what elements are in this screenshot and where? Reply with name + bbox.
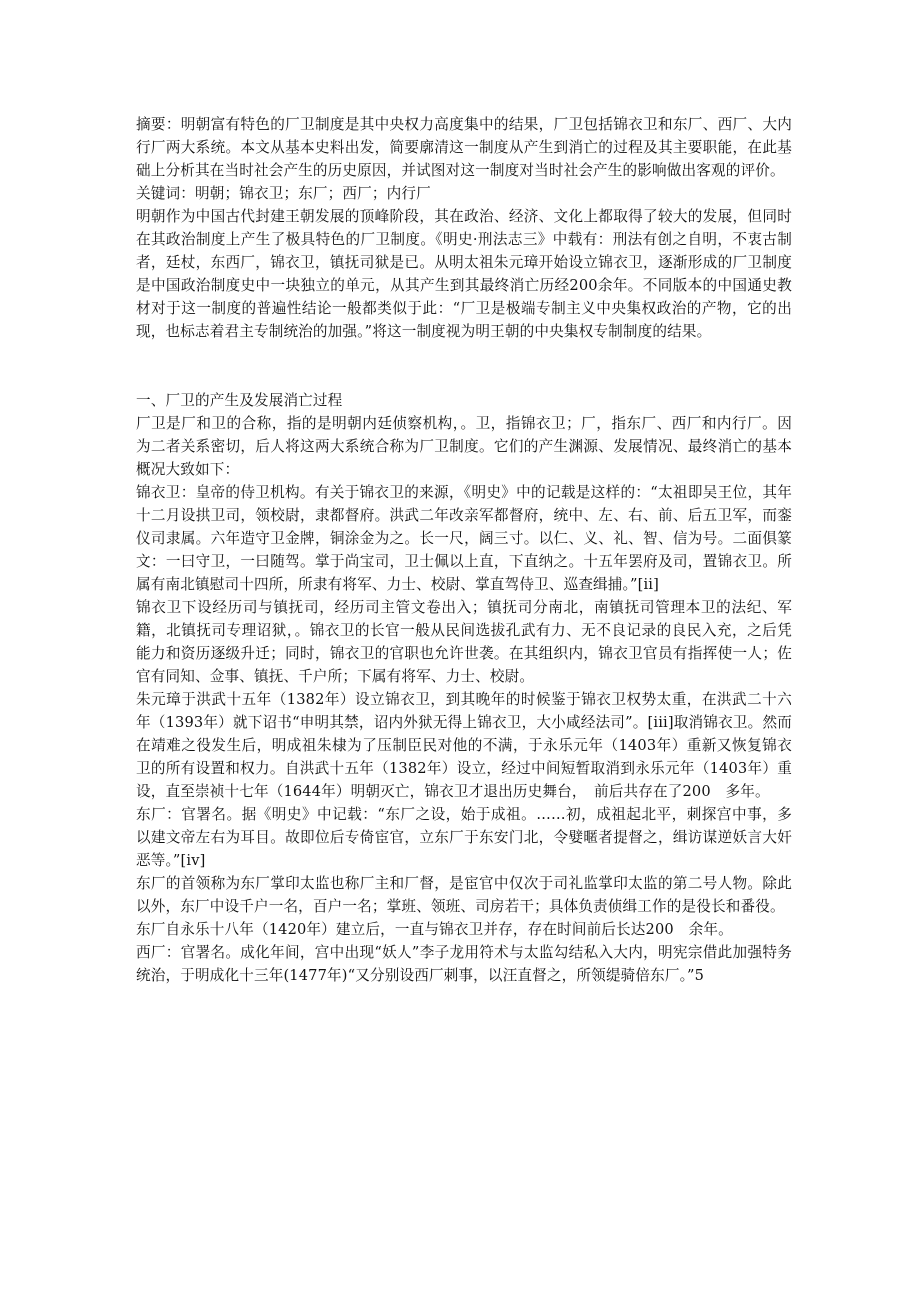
jinyiwei-history-paragraph: 朱元璋于洪武十五年（1382年）设立锦衣卫，到其晚年的时候鉴于锦衣卫权势太重，在洪武二十六年（1393年）就下诏书“申明其禁，诏内外狱无得上锦衣卫，大小咸经法司”。[iii]取消锦衣卫。然而在靖难之役发生后，明成祖朱棣为了压制臣民对他的不满，于永乐元年（1403年）重新又恢复锦衣卫的所有设置和权力。自洪武十五年（1382年）设立，经过中间短暂取消到永乐元年（1403年）重设，直至崇祯十七年（1644年）明朝灭亡，锦衣卫才退出历史舞台， 前后共存在了200 多年。 — [136, 691, 792, 800]
jinyiwei-paragraph: 锦衣卫：皇帝的侍卫机构。有关于锦衣卫的来源，《明史》中的记载是这样的：“太祖即吴王位，其年十二月设拱卫司，领校尉，隶都督府。洪武二年改亲军都督府，统中、左、右、前、后五卫军，而銮仪司隶属。六年造守卫金牌，铜涂金为之。长一尺，阔三寸。以仁、义、礼、智、信为号。二面俱篆文：一曰守卫，一曰随驾。掌于尚宝司，卫士佩以上直，下直纳之。十五年罢府及司，置锦衣卫。所属有南北镇慰司十四所，所隶有将军、力士、校尉、掌直驾侍卫、巡查缉捕。”[ii] — [136, 484, 792, 593]
section-heading: 一、厂卫的产生及发展消亡过程 — [136, 392, 343, 409]
intro-paragraph: 明朝作为中国古代封建王朝发展的顶峰阶段，其在政治、经济、文化上都取得了较大的发展，但同时在其政治制度上产生了极具特色的厂卫制度。《明史·刑法志三》中载有：刑法有创之自明，不衷古制者，廷杖，东西厂，锦衣卫，镇抚司狱是已。从明太祖朱元璋开始设立锦衣卫，逐渐形成的厂卫制度是中国政治制度史中一块独立的单元，从其产生到其最终消亡历经200余年。不同版本的中国通史教材对于这一制度的普遍性结论一般都类似于此：“厂卫是极端专制主义中央集权政治的产物，它的出现，也标志着君主专制统治的加强。”将这一制度视为明王朝的中央集权专制制度的结果。 — [136, 208, 792, 340]
xichang-paragraph: 西厂：官署名。成化年间，宫中出现“妖人”李子龙用符术与太监勾结私入大内，明宪宗借此加强特务统治，于明成化十三年(1477年)“又分别设西厂刺事，以汪直督之，所领缇骑倍东厂。”5 — [136, 944, 792, 984]
section-paragraph: 厂卫是厂和卫的合称，指的是明朝内廷侦察机构，。卫，指锦衣卫；厂，指东厂、西厂和内行厂。因为二者关系密切，后人将这两大系统合称为厂卫制度。它们的产生渊源、发展情况、最终消亡的基本概况大致如下： — [136, 415, 792, 478]
document-page — [136, 113, 792, 987]
dongchang-paragraph: 东厂：官署名。据《明史》中记载：“东厂之设，始于成祖。……初，成祖起北平，刺探宫中事，多以建文帝左右为耳目。故即位后专倚宦官，立东厂于东安门北，令嬖暱者提督之，缉访谋逆妖言大奸恶等。”[iv] — [136, 806, 792, 869]
dongchang-structure-paragraph: 东厂的首领称为东厂掌印太监也称厂主和厂督，是宦官中仅次于司礼监掌印太监的第二号人物。除此以外，东厂中设千户一名，百户一名；掌班、领班、司房若干；具体负责侦缉工作的是役长和番役。 — [136, 875, 792, 915]
section-spacer — [136, 343, 792, 389]
abstract-paragraph: 摘要：明朝富有特色的厂卫制度是其中央权力高度集中的结果，厂卫包括锦衣卫和东厂、西厂、大内行厂两大系统。本文从基本史料出发，简要廓清这一制度从产生到消亡的过程及其主要职能，在此基础上分析其在当时社会产生的历史原因，并试图对这一制度对当时社会产生的影响做出客观的评价。 — [136, 116, 792, 179]
keywords-line: 关键词：明朝；锦衣卫；东厂；西厂；内行厂 — [136, 185, 431, 202]
dongchang-history-paragraph: 东厂自永乐十八年（1420年）建立后，一直与锦衣卫并存，存在时间前后长达200 余年。 — [136, 921, 733, 938]
jinyiwei-structure-paragraph: 锦衣卫下设经历司与镇抚司，经历司主管文卷出入；镇抚司分南北，南镇抚司管理本卫的法纪、军籍，北镇抚司专理诏狱，。锦衣卫的长官一般从民间选拔孔武有力、无不良记录的良民入充，之后凭能力和资历逐级升迁；同时，锦衣卫的官职也允许世袭。在其组织内，锦衣卫官员有指挥使一人；佐官有同知、佥事、镇抚、千户所；下属有将军、力士、校尉。 — [136, 599, 792, 685]
